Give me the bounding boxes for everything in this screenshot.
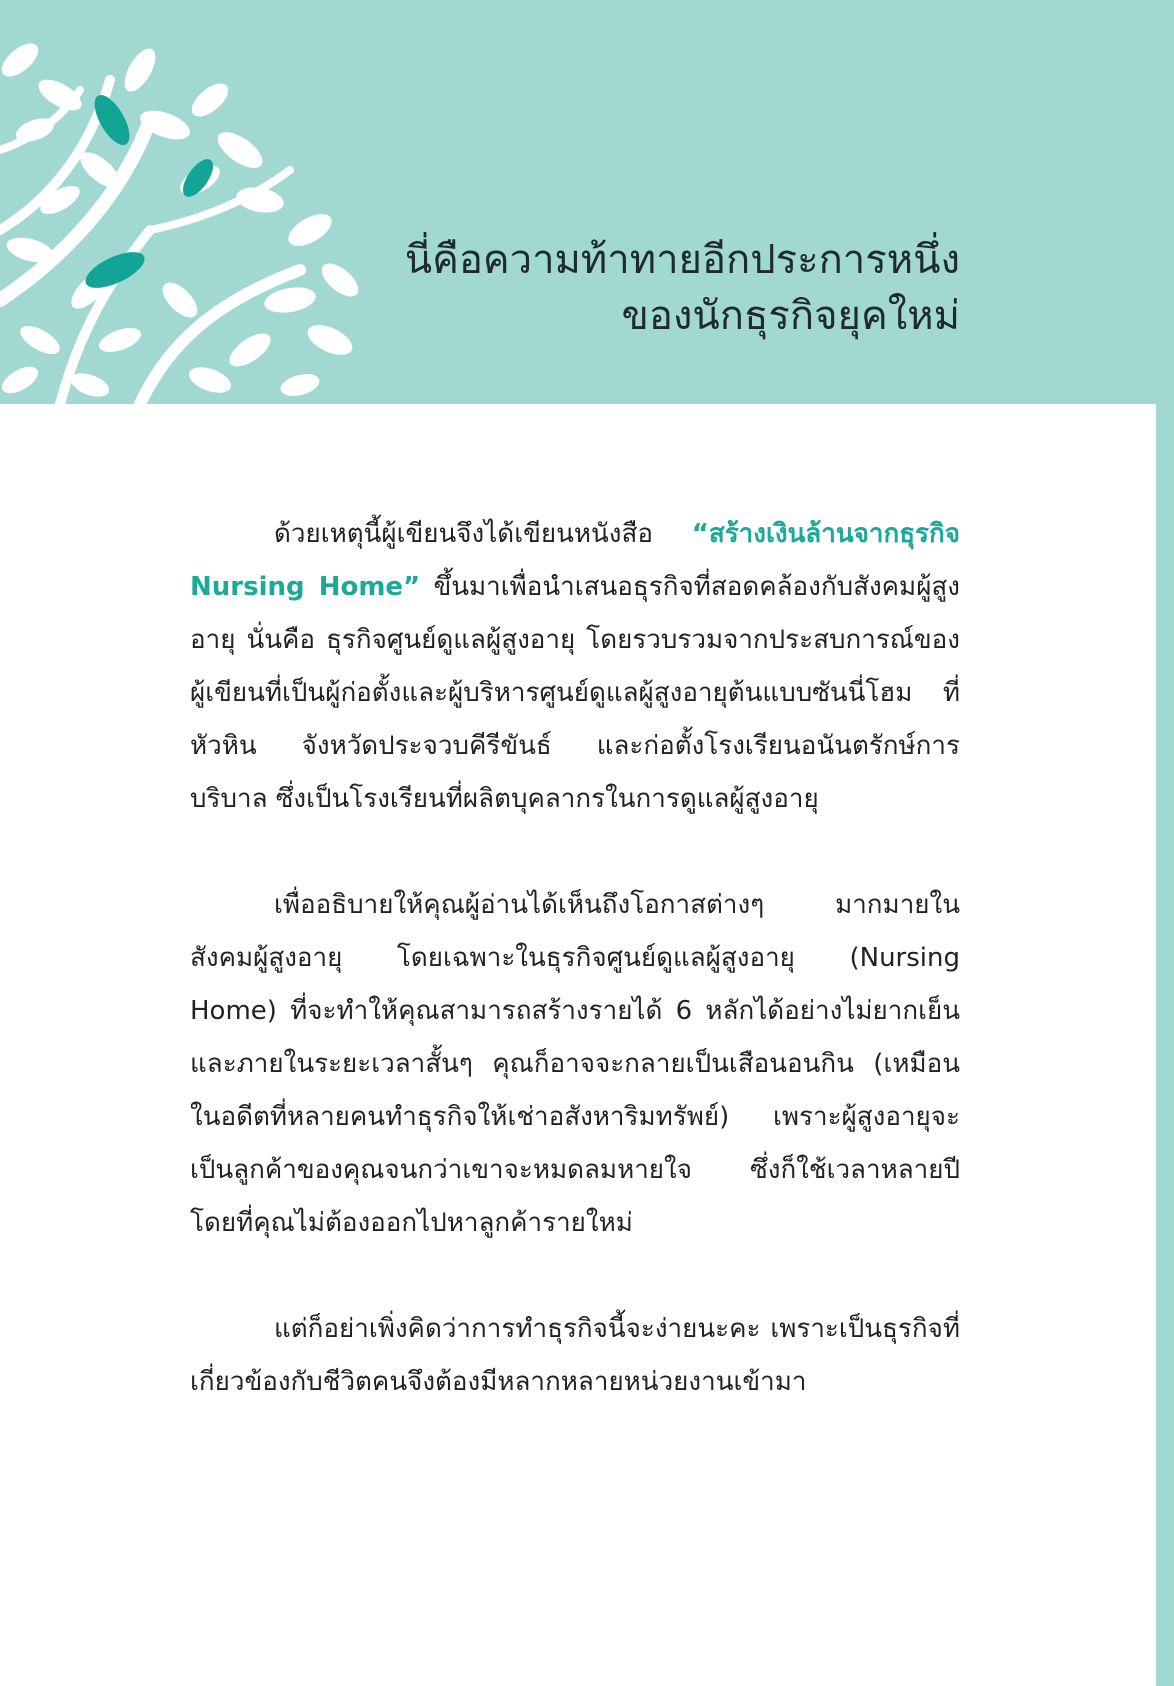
page-edge-strip	[1156, 404, 1174, 1686]
body-text	[190, 508, 960, 1462]
book-title-highlight: “สร้างเงินล้านจากธุรกิจ Nursing Home”	[190, 519, 960, 602]
paragraph-1-rest: ขึ้นมาเพื่อนำเสนอธุรกิจที่สอดคล้องกับสังคมผู้สูงอายุ นั่นคือ ธุรกิจศูนย์ดูแลผู้สูงอายุ โดยรวบรวมจากประสบการณ์ของผู้เขียนที่เป็นผู้ก่อตั้งและผู้บริหารศูนย์ดูแลผู้สูงอายุต้นแบบซันนี่โฮม ที่หัวหิน จังหวัดประจวบคีรีขันธ์ และก่อตั้งโรงเรียนอนันตรักษ์การบริบาล ซึ่งเป็นโรงเรียนที่ผลิตบุคลากรในการดูแลผู้สูงอายุ	[190, 572, 960, 814]
paragraph-2: เพื่ออธิบายให้คุณผู้อ่านได้เห็นถึงโอกาสต่างๆ มากมายในสังคมผู้สูงอายุ โดยเฉพาะในธุรกิจศูนย์ดูแลผู้สูงอายุ (Nursing Home) ที่จะทำให้คุณสามารถสร้างรายได้ 6 หลักได้อย่างไม่ยากเย็น และภายในระยะเวลาสั้นๆ คุณก็อาจจะกลายเป็นเสือนอนกิน (เหมือนในอดีตที่หลายคนทำธุรกิจให้เช่าอสังหาริมทรัพย์) เพราะผู้สูงอายุจะเป็นลูกค้าของคุณจนกว่าเขาจะหมดลมหายใจ ซึ่งก็ใช้เวลาหลายปี โดยที่คุณไม่ต้องออกไปหาลูกค้ารายใหม่	[190, 890, 960, 1238]
paragraph-1	[190, 508, 960, 826]
chapter-title	[320, 232, 960, 344]
chapter-title-line-1: นี่คือความท้าทายอีกประการหนึ่ง	[404, 237, 960, 283]
paragraph-3: แต่ก็อย่าเพิ่งคิดว่าการทำธุรกิจนี้จะง่ายนะคะ เพราะเป็นธุรกิจที่เกี่ยวข้องกับชีวิตคนจึงต้องมีหลากหลายหน่วยงานเข้ามา	[190, 1314, 960, 1397]
paragraph-1-lead: ด้วยเหตุนี้ผู้เขียนจึงได้เขียนหนังสือ	[274, 519, 692, 549]
chapter-title-line-2: ของนักธุรกิจยุคใหม่	[621, 293, 960, 339]
